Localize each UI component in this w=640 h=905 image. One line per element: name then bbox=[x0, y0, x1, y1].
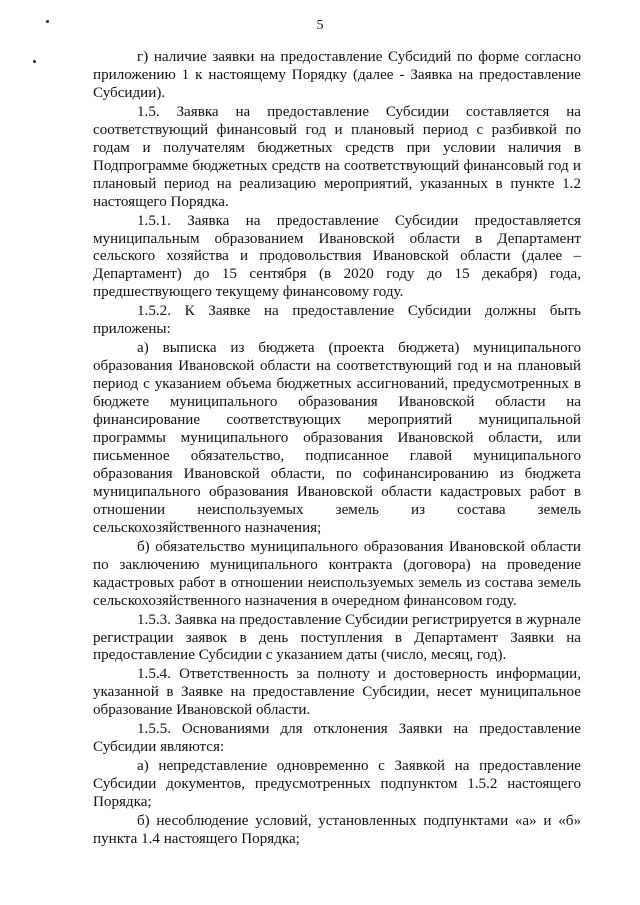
paragraph-1-5-2-b: б) обязательство муниципального образования Ивановской области по заключению муниципального контракта (договора) на проведение кадастровых работ в отношении неиспользуемых земель из состава земель сельскохозяйственного назначения в очередном финансовом году. bbox=[93, 538, 581, 609]
paragraph-1-5-1: 1.5.1. Заявка на предоставление Субсидии предоставляется муниципальным образованием Ивановской области в Департамент сельского хозяйства и продовольствия Ивановской области (далее – Департамент) до 15 сентября (в 2020 году до 15 декабря) года, предшествующего текущему финансовому году. bbox=[93, 212, 581, 301]
paragraph-1-5-5: 1.5.5. Основаниями для отклонения Заявки на предоставление Субсидии являются: bbox=[93, 721, 581, 756]
scan-mark bbox=[33, 60, 36, 63]
paragraph-1-5-2-a: а) выписка из бюджета (проекта бюджета) муниципального образования Ивановской области на соответствующий год и на плановый период с указанием объема бюджетных ассигнований, предусмотренных в бюджете муниципального образования Ивановской области на финансирование соответствующих мероприятий муниципальной программы муниципального образования Ивановской области, или письменное обязательство, подписанное главой муниципального образования Ивановской области, по софинансированию из бюджета муниципального образования Ивановской области кадастровых работ в отношении неиспользуемых земель из состава земель сельскохозяйственного назначения; bbox=[93, 340, 581, 536]
paragraph-1-5-3: 1.5.3. Заявка на предоставление Субсидии регистрируется в журнале регистрации заявок в день поступления в Департамент Заявки на предоставление Субсидии с указанием даты (число, месяц, год). bbox=[93, 611, 581, 664]
page-number: 5 bbox=[316, 18, 324, 33]
paragraph-1-5-2: 1.5.2. К Заявке на предоставление Субсидии должны быть приложены: bbox=[93, 303, 581, 338]
paragraph-item-g: г) наличие заявки на предоставление Субсидий по форме согласно приложению 1 к настоящему Порядку (далее - Заявка на предоставление Субсидии). bbox=[93, 49, 581, 101]
paragraph-1-5: 1.5. Заявка на предоставление Субсидии составляется на соответствующий финансовый год и плановый период с разбивкой по годам и получателям бюджетных средств при условии наличия в Подпрограмме бюджетных средств на соответствующий финансовый год и плановый период на реализацию мероприятий, указанных в пункте 1.2 настоящего Порядка. bbox=[93, 103, 581, 210]
document-body bbox=[93, 49, 581, 849]
paragraph-1-5-5-b: б) несоблюдение условий, установленных подпунктами «а» и «б» пункта 1.4 настоящего Порядка; bbox=[93, 813, 581, 847]
paragraph-1-5-4: 1.5.4. Ответственность за полноту и достоверность информации, указанной в Заявке на предоставление Субсидии, несет муниципальное образование Ивановской области. bbox=[93, 666, 581, 719]
paragraph-1-5-5-a: а) непредставление одновременно с Заявкой на предоставление Субсидии документов, предусмотренных подпунктом 1.5.2 настоящего Порядка; bbox=[93, 758, 581, 811]
